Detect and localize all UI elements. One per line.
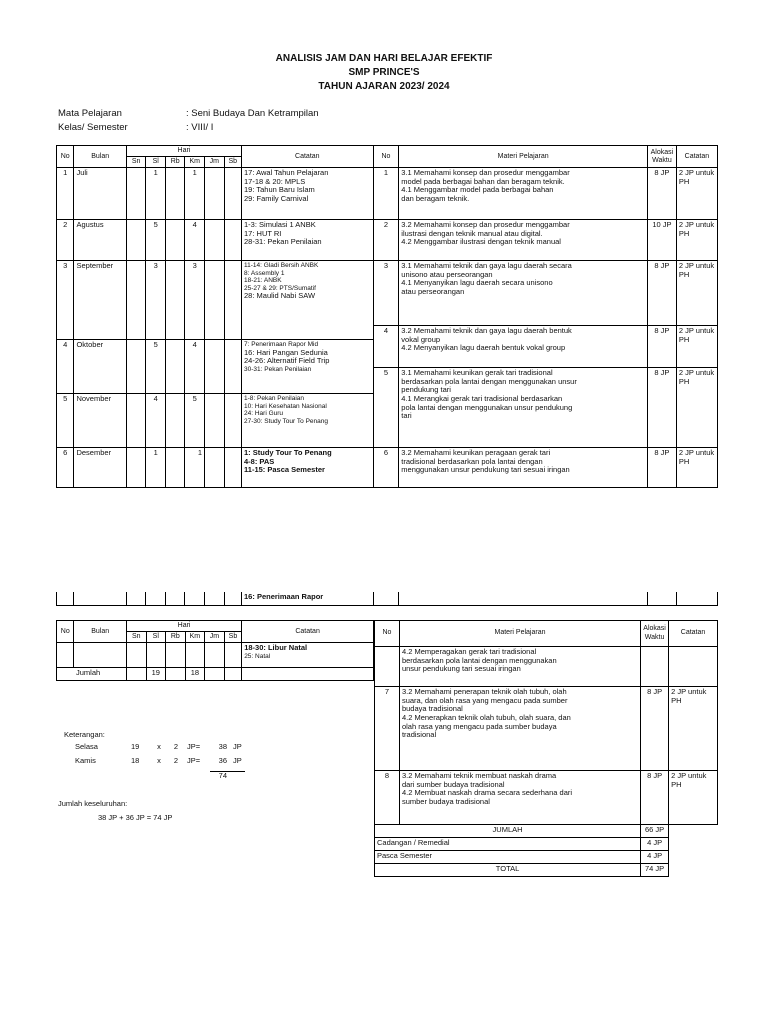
- km-count: 1: [185, 168, 205, 220]
- calc-jp: 2: [173, 756, 179, 765]
- month-notes: 18-30: Libur Natal 25: Natal: [242, 643, 374, 668]
- material-text: 3.2 Memahami teknik membuat naskah drama dari sumber budaya tradisional 4.2 Membuat naskah drama secara sederhana dari sumber budaya tradisional: [399, 771, 640, 825]
- calc-x: x: [157, 742, 161, 751]
- total-value: 74 JP: [641, 864, 669, 877]
- month-notes: 1-3: Simulasi 1 ANBK 17: HUT RI 28-31: Pekan Penilaian: [242, 220, 374, 261]
- calc-x: x: [157, 756, 161, 765]
- month-notes: 17: Awal Tahun Pelajaran 17-18 & 20: MPLS 19: Tahun Baru Islam 29: Family Carnival: [242, 168, 374, 220]
- pasca-value: 4 JP: [641, 851, 669, 864]
- material-no: 3: [373, 261, 399, 326]
- material-catatan: 2 JP untuk PH: [676, 220, 717, 261]
- header-row: [57, 621, 374, 632]
- calc-count: 19: [131, 742, 140, 751]
- col-day-rb: Rb: [165, 157, 185, 168]
- calc-unit: JP: [233, 742, 242, 751]
- sl-count: 5: [146, 340, 166, 394]
- subject-row: [58, 106, 319, 121]
- material-text: 3.1 Memahami keunikan gerak tari tradisional berdasarkan pola lantai dengan menggunakan unsur pendukung tari 4.1 Merangkai gerak tari tradisional berdasarkan pola lantai dengan menggunakan unsur pendukung tari: [399, 368, 648, 448]
- calc-day: Selasa: [75, 742, 98, 751]
- class-row: [58, 120, 213, 135]
- subject-value: : Seni Budaya Dan Ketrampilan: [186, 108, 319, 119]
- month-name: Juli: [74, 168, 126, 220]
- table-row: [375, 771, 718, 825]
- material-catatan: 2 JP untuk PH: [669, 771, 718, 825]
- pasca-label: Pasca Semester: [375, 851, 641, 864]
- col-catatan2: Catatan: [669, 621, 718, 647]
- material-no: 8: [375, 771, 400, 825]
- km-count: 4: [185, 340, 205, 394]
- material-text: 3.2 Memahami keunikan peragaan gerak tari tradisional berdasarkan pola lantai dengan menggunakan unsur pendukung tari sesuai iringan: [399, 448, 648, 488]
- col-materi: Materi Pelajaran: [399, 621, 640, 647]
- month-no: 6: [57, 448, 74, 488]
- class-label: Kelas/ Semester: [58, 122, 128, 133]
- col-day-km: Km: [185, 157, 205, 168]
- col-catatan2: Catatan: [676, 146, 717, 168]
- calc-row: [72, 757, 245, 771]
- jumlah-total-value: 66 JP: [641, 825, 669, 838]
- material-catatan: 2 JP untuk PH: [669, 687, 718, 771]
- jumlah-km: 18: [185, 668, 205, 681]
- month-no: 4: [57, 340, 74, 394]
- material-text: 3.2 Memahami teknik dan gaya lagu daerah bentuk vokal group 4.2 Menyanyikan lagu daerah bentuk vokal group: [399, 326, 648, 368]
- col-day-sn: Sn: [126, 157, 146, 168]
- col-day-km: Km: [185, 632, 205, 643]
- overflow-row-table: [56, 592, 718, 606]
- month-notes: 16: Penerimaan Rapor: [242, 592, 374, 605]
- km-count: 1: [185, 448, 205, 488]
- table-row: [375, 687, 718, 771]
- material-no: 6: [373, 448, 399, 488]
- month-no: 5: [57, 394, 74, 448]
- sl-count: 4: [146, 394, 166, 448]
- month-name: Agustus: [74, 220, 126, 261]
- col-day-sb: Sb: [224, 632, 241, 643]
- col-materi: Materi Pelajaran: [399, 146, 648, 168]
- effective-days-table: [56, 145, 718, 488]
- month-name: September: [74, 261, 126, 340]
- km-count: 5: [185, 394, 205, 448]
- month-no: 2: [57, 220, 74, 261]
- material-text: 3.2 Memahami konsep dan prosedur menggambar ilustrasi dengan teknik manual atau digital. 4.2 Menggambar ilustrasi dengan teknik manual: [399, 220, 648, 261]
- col-day-sn: Sn: [126, 632, 146, 643]
- material-text: 3.1 Memahami konsep dan prosedur menggambar model pada berbagai bahan dan beragam teknik. 4.1 Menggambar model pada berbagai bahan dan beragam teknik.: [399, 168, 648, 220]
- col-day-jm: Jm: [205, 632, 225, 643]
- summary-row-jumlah: [375, 825, 718, 838]
- subject-label: Mata Pelajaran: [58, 108, 122, 119]
- total-label: TOTAL: [375, 864, 641, 877]
- month-notes: 11-14: Gladi Bersih ANBK 8: Assembly 1 18-21: ANBK 25-27 & 29: PTS/Sumatif 28: Maulid Nabi SAW: [242, 261, 374, 340]
- col-alokasi: Alokasi Waktu: [641, 621, 669, 647]
- table-row: [57, 448, 718, 488]
- table-row: [57, 261, 718, 326]
- month-name: Oktober: [74, 340, 126, 394]
- col-hari: Hari: [126, 146, 241, 157]
- month-notes: 1-8: Pekan Penilaian 10: Hari Kesehatan Nasional 24: Hari Guru 27-30: Study Tour To Penang: [242, 394, 374, 448]
- col-alokasi: Alokasi Waktu: [648, 146, 677, 168]
- col-bulan: Bulan: [74, 146, 126, 168]
- materials-table-2: [374, 620, 718, 877]
- material-catatan: 2 JP untuk PH: [676, 326, 717, 368]
- material-alokasi: 8 JP: [648, 368, 677, 448]
- col-catatan: Catatan: [242, 621, 374, 643]
- sl-count: 1: [146, 448, 166, 488]
- material-alokasi: 10 JP: [648, 220, 677, 261]
- month-notes: 7: Penerimaan Rapor Mid 16: Hari Pangan Sedunia 24-26: Alternatif Field Trip 30-31: Pekan Penilaian: [242, 340, 374, 394]
- keterangan-title: Keterangan:: [64, 730, 105, 739]
- month-name: Desember: [74, 448, 126, 488]
- calc-sum-row: [72, 771, 245, 785]
- material-alokasi: 8 JP: [648, 168, 677, 220]
- month-name: November: [74, 394, 126, 448]
- material-no: 1: [373, 168, 399, 220]
- col-bulan: Bulan: [74, 621, 126, 643]
- school-year: TAHUN AJARAN 2023/ 2024: [318, 81, 450, 92]
- material-alokasi: 8 JP: [648, 448, 677, 488]
- material-catatan: 2 JP untuk PH: [676, 168, 717, 220]
- material-text: 3.1 Memahami teknik dan gaya lagu daerah secara unisono atau perseorangan 4.1 Menyanyikan lagu daerah secara unisono atau perseorangan: [399, 261, 648, 326]
- material-text: 3.2 Memahami penerapan teknik olah tubuh, olah suara, dan olah rasa yang mengacu pada sumber budaya tradisional 4.2 Menerapkan teknik olah tubuh, olah suara, dan olah rasa yang mengacu pada sumber budaya tradisional: [399, 687, 640, 771]
- table-row: [375, 647, 718, 687]
- sl-count: 1: [146, 168, 166, 220]
- col-no2: No: [373, 146, 399, 168]
- jumlah-label: Jumlah: [74, 668, 126, 681]
- total-formula: 38 JP + 36 JP = 74 JP: [98, 813, 173, 822]
- calc-eq: JP=: [187, 742, 201, 751]
- calc-eq: JP=: [187, 756, 201, 765]
- material-alokasi: 8 JP: [641, 771, 669, 825]
- calc-count: 18: [131, 756, 140, 765]
- header-row: [57, 146, 718, 157]
- total-title: Jumlah keseluruhan:: [58, 799, 128, 808]
- material-no: 5: [373, 368, 399, 448]
- material-no: 4: [373, 326, 399, 368]
- month-no: 3: [57, 261, 74, 340]
- calc-day: Kamis: [75, 756, 96, 765]
- cadangan-value: 4 JP: [641, 838, 669, 851]
- header-row: [375, 621, 718, 647]
- calc-sum: 74: [218, 770, 227, 780]
- material-no: 7: [375, 687, 400, 771]
- doc-title: ANALISIS JAM DAN HARI BELAJAR EFEKTIF: [275, 53, 493, 64]
- col-catatan: Catatan: [242, 146, 374, 168]
- calc-res: 38: [218, 742, 227, 751]
- month-notes: 1: Study Tour To Penang 4-8: PAS 11-15: Pasca Semester: [242, 448, 374, 488]
- calc-jp: 2: [173, 742, 179, 751]
- class-value: : VIII/ I: [186, 122, 214, 133]
- summary-row-cadangan: [375, 838, 718, 851]
- km-count: 3: [185, 261, 205, 340]
- sl-count: 3: [146, 261, 166, 340]
- effective-days-table-2: [56, 620, 374, 681]
- material-no: 2: [373, 220, 399, 261]
- table-row: [57, 592, 718, 605]
- calc-row: [72, 743, 245, 757]
- col-no: No: [57, 146, 74, 168]
- keterangan-calc: [72, 743, 245, 785]
- material-alokasi: 8 JP: [648, 326, 677, 368]
- material-text: 4.2 Memperagakan gerak tari tradisional berdasarkan pola lantai dengan menggunakan unsur pendukung tari sesuai iringan: [399, 647, 640, 687]
- col-day-sl: Sl: [146, 632, 166, 643]
- jumlah-total-label: JUMLAH: [375, 825, 641, 838]
- material-catatan: 2 JP untuk PH: [676, 368, 717, 448]
- col-day-jm: Jm: [205, 157, 225, 168]
- material-alokasi: 8 JP: [648, 261, 677, 326]
- calc-res: 36: [210, 757, 230, 771]
- col-hari: Hari: [126, 621, 241, 632]
- table-row: [57, 220, 718, 261]
- cadangan-label: Cadangan / Remedial: [375, 838, 641, 851]
- summary-row-total: [375, 864, 718, 877]
- col-day-rb: Rb: [166, 632, 186, 643]
- sl-count: 5: [146, 220, 166, 261]
- jumlah-sl: 19: [146, 668, 166, 681]
- col-day-sl: Sl: [146, 157, 166, 168]
- school-name: SMP PRINCE'S: [348, 67, 420, 78]
- material-catatan: 2 JP untuk PH: [676, 448, 717, 488]
- table-row: [57, 643, 374, 668]
- col-day-sb: Sb: [224, 157, 241, 168]
- month-no: 1: [57, 168, 74, 220]
- jumlah-row: [57, 668, 374, 681]
- summary-row-pasca: [375, 851, 718, 864]
- table-row: [57, 168, 718, 220]
- material-catatan: 2 JP untuk PH: [676, 261, 717, 326]
- km-count: 4: [185, 220, 205, 261]
- col-no: No: [57, 621, 74, 643]
- col-no2: No: [375, 621, 400, 647]
- calc-unit: JP: [230, 757, 245, 771]
- material-alokasi: 8 JP: [641, 687, 669, 771]
